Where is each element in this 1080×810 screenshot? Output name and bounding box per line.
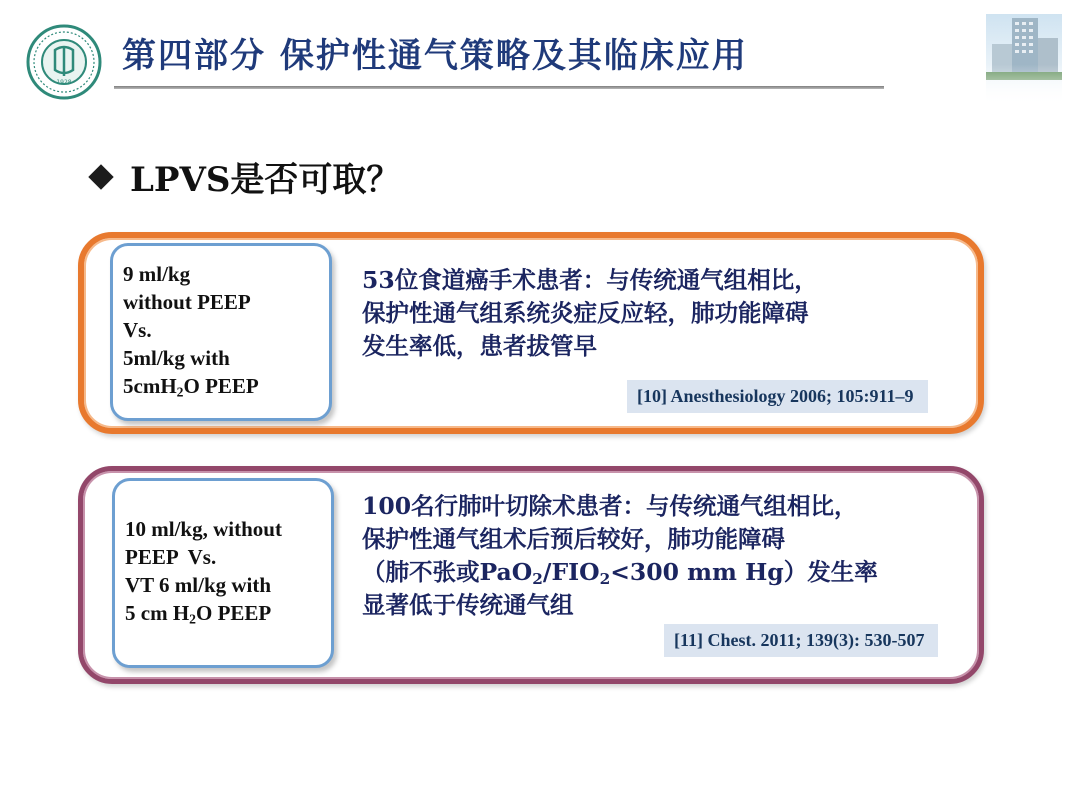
description-line: 保护性通气组系统炎症反应轻，肺功能障碍 bbox=[362, 299, 809, 327]
description-line: 保护性通气组术后预后较好，肺功能障碍 bbox=[362, 525, 785, 553]
description-line: （肺不张或$PaO_2/FIO_2<300$ mm Hg）发生率 bbox=[362, 558, 878, 588]
condition-line: 5 cm $H_2O$ PEEP bbox=[125, 601, 272, 627]
condition-line: Vs. bbox=[123, 318, 152, 342]
svg-text:1928: 1928 bbox=[56, 79, 72, 86]
study-1-description bbox=[362, 264, 818, 363]
hospital-building-image bbox=[986, 14, 1062, 106]
study-1-conditions bbox=[110, 243, 332, 421]
section-bullet bbox=[86, 152, 400, 201]
description-line: 发生率低，患者拔管早 bbox=[362, 332, 597, 360]
description-line: 显著低于传统通气组 bbox=[362, 591, 574, 619]
condition-line: VT 6 ml/kg with bbox=[125, 573, 272, 597]
study-2-reference: [11] Chest. 2011; 139(3): 530-507 bbox=[664, 624, 938, 657]
condition-line: 9 ml/kg bbox=[123, 262, 191, 286]
condition-line: 5ml/kg with bbox=[123, 346, 230, 370]
title-divider bbox=[114, 86, 884, 89]
bullet-text: LPVS是否可取？ bbox=[130, 160, 401, 200]
diamond-bullet-icon bbox=[88, 164, 113, 189]
study-2-description bbox=[362, 490, 878, 622]
description-line: 100名行肺叶切除术患者：与传统通气组相比， bbox=[362, 492, 858, 520]
condition-line: without PEEP bbox=[123, 290, 251, 314]
study-2-conditions bbox=[112, 478, 334, 668]
condition-line: 10 ml/kg, without bbox=[125, 517, 282, 541]
condition-line: PEEP Vs. bbox=[125, 545, 217, 569]
study-1-reference: [10] Anesthesiology 2006; 105:911–9 bbox=[627, 380, 928, 413]
page-title: 第四部分 保护性通气策略及其临床应用 bbox=[122, 36, 748, 76]
description-line: 53位食道癌手术患者：与传统通气组相比， bbox=[362, 266, 818, 294]
condition-line: 5cmH$_2$O PEEP bbox=[123, 374, 259, 400]
university-logo bbox=[26, 24, 102, 100]
